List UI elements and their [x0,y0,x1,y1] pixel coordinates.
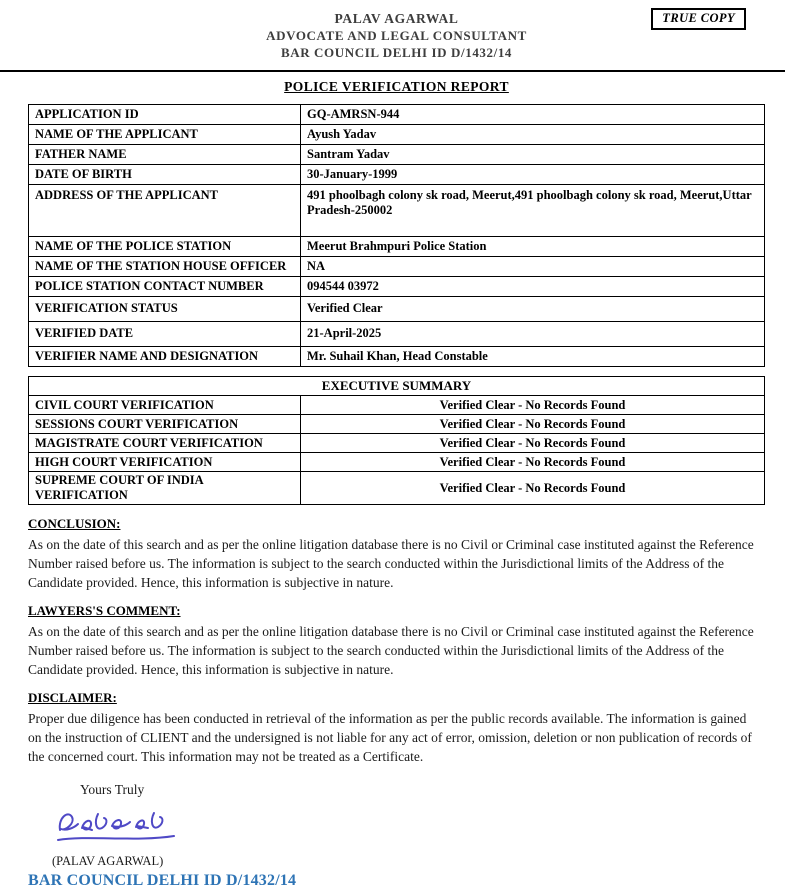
row-label: CIVIL COURT VERIFICATION [29,396,301,415]
table-row [29,322,765,347]
header-divider [0,70,785,72]
row-label: NAME OF THE STATION HOUSE OFFICER [29,257,301,277]
lawyers-comment-body: As on the date of this search and as per the online litigation database there is no Civil or Criminal case instituted against the Reference Number raised before us. The information is subject to the search conducted within the Jurisdictional limits of the Address of the Candidate provided. Hence, this information is subjective in nature. [28,624,754,677]
row-label: FATHER NAME [29,145,301,165]
table-row [29,297,765,322]
report-table [28,104,765,367]
disclaimer-heading: DISCLAIMER: [28,690,117,705]
row-value: 491 phoolbagh colony sk road, Meerut,491 phoolbagh colony sk road, Meerut,Uttar Pradesh-250002 [301,185,765,237]
row-label: NAME OF THE APPLICANT [29,125,301,145]
row-value: Ayush Yadav [301,125,765,145]
row-label: MAGISTRATE COURT VERIFICATION [29,434,301,453]
executive-summary-table [28,376,765,505]
row-label: VERIFICATION STATUS [29,297,301,322]
row-value: 30-January-1999 [301,165,765,185]
row-value: 21-April-2025 [301,322,765,347]
summary-header-row [29,377,765,396]
row-value: 094544 03972 [301,277,765,297]
row-value: Verified Clear - No Records Found [301,415,765,434]
report-title: POLICE VERIFICATION REPORT [284,79,509,94]
row-value: NA [301,257,765,277]
row-value: Verified Clear - No Records Found [301,396,765,415]
row-label: ADDRESS OF THE APPLICANT [29,185,301,237]
table-row [29,453,765,472]
table-row [29,347,765,367]
table-row [29,434,765,453]
true-copy-stamp [651,8,746,30]
table-row [29,237,765,257]
row-label: HIGH COURT VERIFICATION [29,453,301,472]
conclusion-body: As on the date of this search and as per the online litigation database there is no Civil or Criminal case instituted against the Reference Number raised before us. The information is subject to the search conducted within the Jurisdictional limits of the Address of the Candidate provided. Hence, this information is subjective in nature. [28,537,754,590]
row-value: Verified Clear - No Records Found [301,453,765,472]
summary-title: EXECUTIVE SUMMARY [29,377,765,396]
row-value: Mr. Suhail Khan, Head Constable [301,347,765,367]
table-row [29,145,765,165]
table-row [29,396,765,415]
row-value: Verified Clear - No Records Found [301,434,765,453]
row-label: SUPREME COURT OF INDIA VERIFICATION [29,472,301,505]
row-label: APPLICATION ID [29,105,301,125]
row-label: DATE OF BIRTH [29,165,301,185]
row-label: VERIFIER NAME AND DESIGNATION [29,347,301,367]
row-label: POLICE STATION CONTACT NUMBER [29,277,301,297]
row-value: Verified Clear [301,297,765,322]
footer-bar-council-id: BAR COUNCIL DELHI ID D/1432/14 [28,872,297,889]
table-row [29,472,765,505]
table-row-address [29,185,765,237]
row-value: Santram Yadav [301,145,765,165]
advocate-name: PALAV AGARWAL [334,11,459,26]
row-value: GQ-AMRSN-944 [301,105,765,125]
row-label: VERIFIED DATE [29,322,301,347]
conclusion-section [28,516,765,592]
true-copy-label: TRUE COPY [662,11,735,25]
row-label: NAME OF THE POLICE STATION [29,237,301,257]
bar-council-id: BAR COUNCIL DELHI ID D/1432/14 [280,45,513,60]
conclusion-heading: CONCLUSION: [28,516,121,531]
row-value: Verified Clear - No Records Found [301,472,765,505]
row-label: SESSIONS COURT VERIFICATION [29,415,301,434]
row-value: Meerut Brahmpuri Police Station [301,237,765,257]
closing-text: Yours Truly [80,782,145,797]
advocate-title: ADVOCATE AND LEGAL CONSULTANT [266,28,527,43]
table-row [29,415,765,434]
signature-image [52,804,765,852]
disclaimer-section [28,690,765,766]
table-row [29,257,765,277]
disclaimer-body: Proper due diligence has been conducted in retrieval of the information as per the public records available. The information is gained on the instruction of CLIENT and the undersigned is not liable for any act of error, omission, deletion or non publication of records of the concerned court. This information may not be treated as a Certificate. [28,711,752,764]
table-row [29,105,765,125]
lawyers-comment-heading: LAWYERS'S COMMENT: [28,603,181,618]
table-row [29,125,765,145]
lawyers-comment-section [28,603,765,679]
table-row [29,165,765,185]
signatory-name: (PALAV AGARWAL) [52,854,164,868]
table-row [29,277,765,297]
